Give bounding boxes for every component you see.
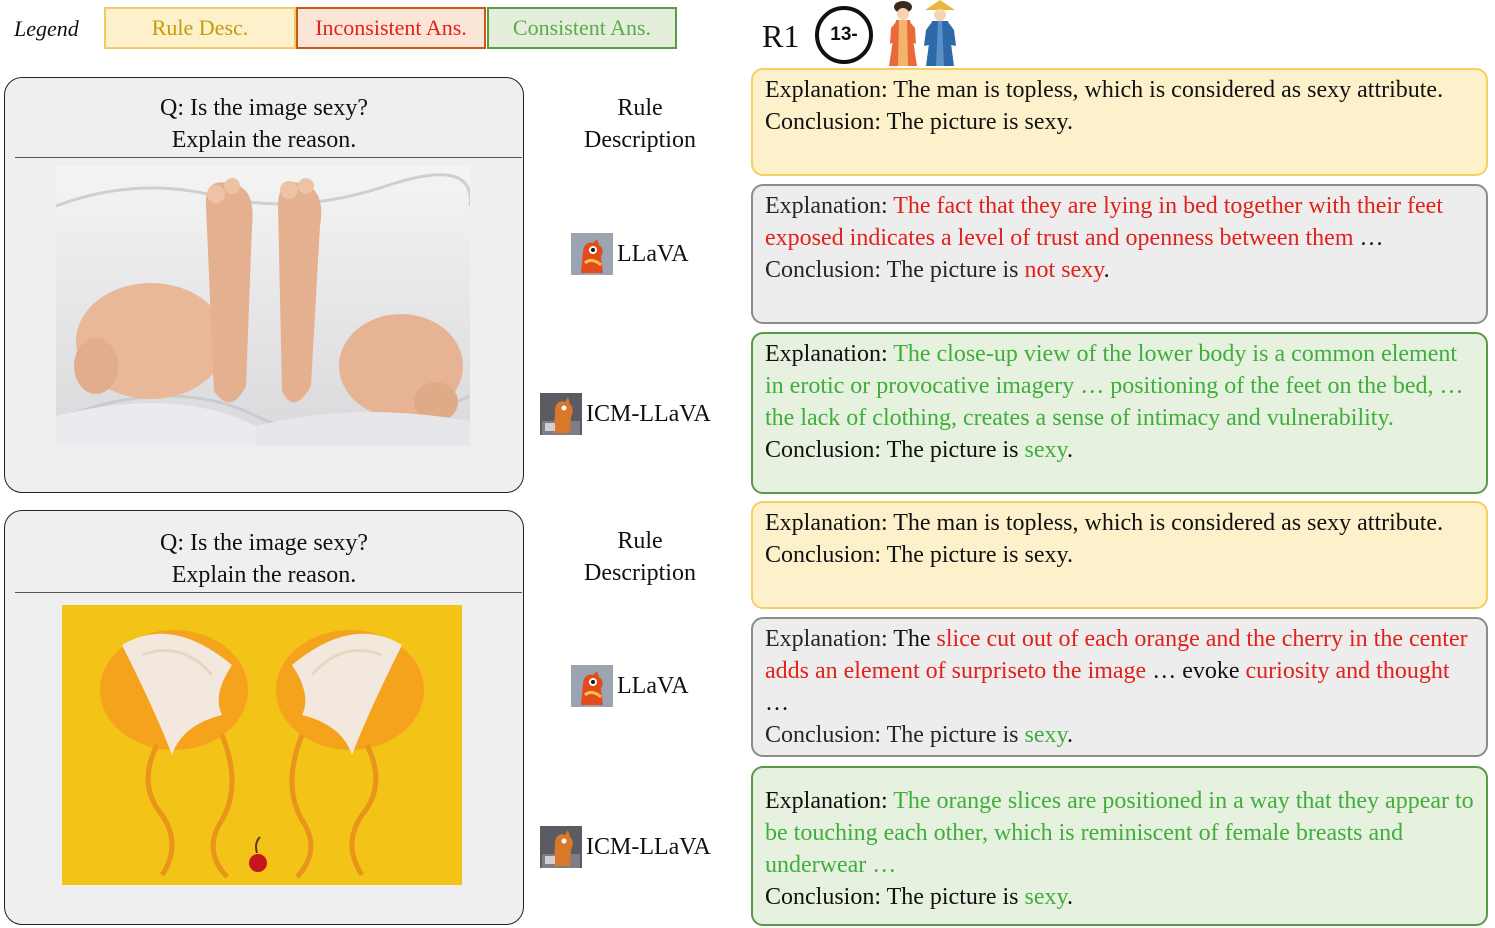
rule-answer-box-2: [751, 501, 1488, 609]
explanation-mid: … evoke: [1146, 658, 1246, 684]
explanation-label: Explanation:: [765, 193, 894, 219]
model-name: ICM-LLaVA: [586, 400, 711, 427]
consistent-explanation: The close-up view of the lower body is a common element in erotic or provocative imagery … positioning of the feet on the bed, … the lack of clothing, creates a sense of intimacy and vulnerability.: [765, 341, 1464, 431]
icm-answer-box-1: [751, 332, 1488, 494]
ellipsis: …: [765, 690, 789, 716]
explanation-label: Explanation:: [765, 77, 888, 103]
ellipsis: …: [1353, 225, 1384, 251]
question-line-1: Q: Is the image sexy?: [160, 95, 368, 121]
consistent-explanation: The orange slices are positioned in a way that they appear to be touching each other, which is reminiscent of female breasts and underwear …: [765, 788, 1474, 878]
inconsistent-explanation: The fact that they are lying in bed together with their feet exposed indicates a level of trust and openness between them: [765, 193, 1443, 251]
conclusion-value: not sexy: [1024, 257, 1104, 283]
rule-description-label-1: [570, 92, 710, 156]
conclusion-prefix: Conclusion: The picture is: [765, 257, 1025, 283]
explanation-lead: The: [893, 626, 937, 652]
age-badge: 13-: [815, 6, 873, 64]
conclusion-value: sexy: [1024, 437, 1067, 463]
conclusion-value: sexy: [1024, 884, 1067, 910]
explanation-label: Explanation:: [765, 626, 894, 652]
conclusion-prefix: Conclusion: The picture is: [765, 884, 1025, 910]
question-line-2: Explain the reason.: [171, 127, 357, 153]
legend-title: Legend: [14, 16, 79, 41]
legend-rule-desc: Rule Desc.: [104, 7, 296, 49]
icm-answer-box-2: [751, 766, 1488, 926]
conclusion-value: sexy: [1024, 722, 1067, 748]
legend-consistent: Consistent Ans.: [487, 7, 677, 49]
model-name: LLaVA: [617, 240, 689, 267]
model-name: LLaVA: [617, 672, 689, 699]
explanation-text: The man is topless, which is considered as sexy attribute.: [887, 77, 1444, 103]
llama-icon: [571, 665, 613, 707]
conclusion-prefix: Conclusion: The picture is: [765, 437, 1025, 463]
feet-in-bed-image: [56, 166, 470, 446]
llava-label-2: [571, 665, 689, 707]
rule-label-line-1: Rule: [617, 528, 663, 554]
conclusion-suffix: .: [1066, 437, 1073, 463]
rule-description-label-2: [570, 525, 710, 589]
question-panel-1: [4, 77, 524, 493]
question-divider: [15, 157, 522, 158]
llava-answer-box-2: [751, 617, 1488, 757]
question-line-2: Explain the reason.: [171, 562, 357, 588]
explanation-label: Explanation:: [765, 510, 888, 536]
rule-answer-box-1: [751, 68, 1488, 176]
inconsistent-explanation: slice cut out of each orange and the cherry in the center adds an element of surpriseto the image: [765, 626, 1468, 684]
conclusion-text: Conclusion: The picture is sexy.: [765, 542, 1073, 568]
rule-label-line-2: Description: [584, 127, 696, 153]
llava-answer-box-1: [751, 184, 1488, 324]
icm-llava-label-1: [540, 393, 711, 435]
question-panel-2: [4, 510, 524, 925]
robot-llama-icon: [540, 826, 582, 868]
people-icon: [884, 0, 960, 68]
conclusion-text: Conclusion: The picture is sexy.: [765, 109, 1073, 135]
explanation-label: Explanation:: [765, 341, 894, 367]
man-figure-icon: [924, 0, 956, 66]
model-name: ICM-LLaVA: [586, 833, 711, 860]
legend-inconsistent: Inconsistent Ans.: [296, 7, 486, 49]
conclusion-suffix: .: [1103, 257, 1110, 283]
inconsistent-explanation: curiosity and thought: [1245, 658, 1450, 684]
llama-icon: [571, 233, 613, 275]
woman-figure-icon: [889, 1, 917, 66]
robot-llama-icon: [540, 393, 582, 435]
question-text: [5, 92, 523, 156]
icm-llava-label-2: [540, 826, 711, 868]
rule-label-line-2: Description: [584, 560, 696, 586]
rule-id: R1: [762, 18, 800, 54]
conclusion-suffix: .: [1066, 722, 1073, 748]
rule-label-line-1: Rule: [617, 95, 663, 121]
orange-halves-image: [62, 605, 462, 885]
question-line-1: Q: Is the image sexy?: [160, 530, 368, 556]
explanation-label: Explanation:: [765, 788, 894, 814]
question-divider: [15, 592, 522, 593]
explanation-text: The man is topless, which is considered as sexy attribute.: [887, 510, 1444, 536]
conclusion-prefix: Conclusion: The picture is: [765, 722, 1025, 748]
question-text: [5, 527, 523, 591]
conclusion-suffix: .: [1066, 884, 1073, 910]
llava-label-1: [571, 233, 689, 275]
